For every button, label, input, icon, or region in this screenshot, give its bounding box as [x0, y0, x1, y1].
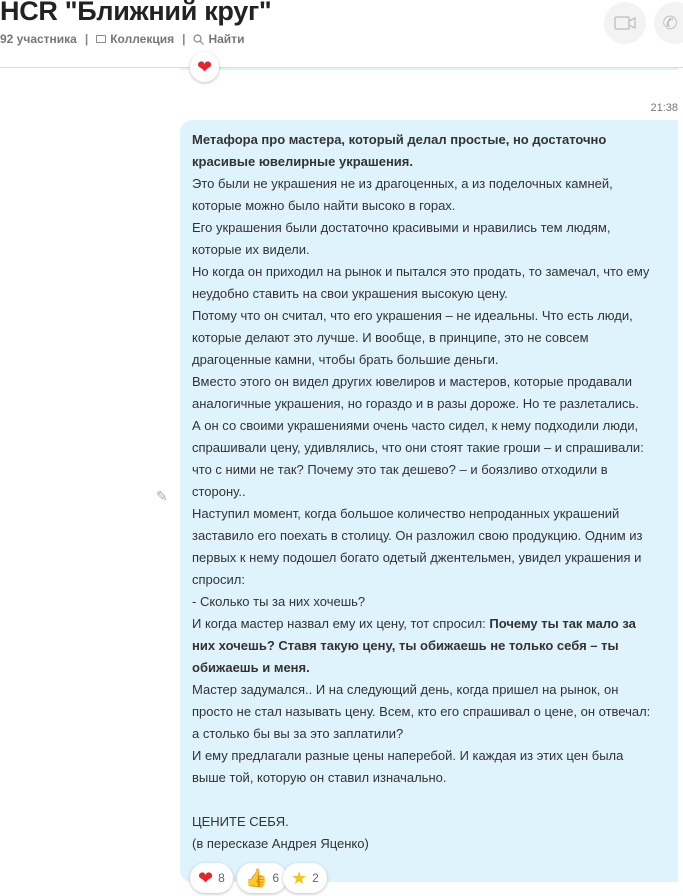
star-icon: ★ — [291, 867, 308, 888]
heart-icon: ❤ — [198, 867, 214, 888]
audio-call-button[interactable] — [654, 2, 683, 44]
message-line — [192, 481, 666, 503]
text: которые можно было найти высоко в горах. — [192, 198, 456, 213]
text: - Сколько ты за них хочешь? — [192, 594, 366, 609]
message-line — [192, 789, 666, 811]
message-line — [192, 393, 666, 415]
text: что с ними не так? Почему это так дешево? – и боязливо отходили в — [192, 462, 608, 477]
text: И когда мастер назвал ему их цену, тот спросил: — [192, 616, 490, 631]
bold-text: Почему ты так мало за — [489, 616, 636, 631]
text: Мастер задумался.. И на следующий день, когда пришел на рынок, он — [192, 682, 619, 697]
reaction-thumbs-up[interactable] — [237, 863, 287, 893]
message-line — [192, 327, 666, 349]
collection-link[interactable] — [96, 32, 174, 46]
message-line — [192, 811, 666, 833]
message-line — [192, 459, 666, 481]
message-line — [192, 679, 666, 701]
bold-text: обижаешь и меня. — [192, 660, 310, 675]
text: драгоценные камни, чтобы брать большие деньги. — [192, 352, 499, 367]
text: Вместо этого он видел других ювелиров и мастеров, которые продавали — [192, 374, 632, 389]
message-line — [192, 261, 666, 283]
reaction-count: 6 — [272, 871, 280, 885]
video-camera-icon — [614, 16, 636, 30]
video-call-button[interactable] — [604, 2, 646, 44]
message-line — [192, 613, 666, 635]
message-line — [192, 833, 666, 855]
chat-header — [0, 0, 683, 68]
gallery-icon — [96, 35, 106, 43]
text: (в пересказе Андрея Яценко) — [192, 836, 369, 851]
message-line — [192, 657, 666, 679]
reaction-count: 8 — [218, 871, 225, 885]
message-line — [192, 371, 666, 393]
previous-reaction-heart[interactable] — [190, 52, 219, 82]
search-link[interactable] — [193, 32, 244, 46]
separator: | — [84, 32, 89, 46]
chat-title: HCR "Ближний круг" — [0, 0, 272, 26]
message-line — [192, 569, 666, 591]
message-line — [192, 635, 666, 657]
text: Наступил момент, когда большое количество непроданных украшений — [192, 506, 620, 521]
text: Потому что он считал, что его украшения – не идеальны. Что есть люди, — [192, 308, 633, 323]
text: спрашивали цену, удивлялись, что они стоят такие гроши – и спрашивали: — [192, 440, 644, 455]
text: Но когда он приходил на рынок и пытался это продать, то замечал, что ему — [192, 264, 650, 279]
collection-label: Коллекция — [110, 32, 175, 46]
message-line — [192, 547, 666, 569]
text: аналогичные украшения, но гораздо и в разы дороже. Но те разлетались. — [192, 396, 639, 411]
message-line — [192, 503, 666, 525]
bold-text: них хочешь? Ставя такую цену, ты обижаешь не только себя – ты — [192, 638, 619, 653]
message-line — [192, 195, 666, 217]
text: Это были не украшения не из драгоценных, а из поделочных камней, — [192, 176, 613, 191]
phone-icon: ✆ — [662, 12, 678, 33]
thumbs-up-icon: 👍 — [245, 867, 268, 888]
message-line — [192, 701, 666, 723]
text: первых к нему подошел богато одетый джентельмен, увидел украшения и — [192, 550, 642, 565]
message-line — [192, 217, 666, 239]
heart-icon: ❤ — [197, 56, 213, 77]
message-timestamp: 21:38 — [650, 102, 678, 114]
text: заставило его поехать в столицу. Он разложил свою продукцию. Одним из — [192, 528, 643, 543]
message-line — [192, 745, 666, 767]
search-label: Найти — [208, 32, 245, 46]
message-line — [192, 525, 666, 547]
message-line — [192, 151, 666, 173]
message-line — [192, 239, 666, 261]
text: спросил: — [192, 572, 245, 587]
reaction-count: 2 — [312, 871, 319, 885]
chat-subheader — [0, 32, 244, 46]
participants-link[interactable]: 92 участника — [0, 32, 77, 46]
separator: | — [182, 32, 186, 46]
text: просто не стал называть цену. Всем, кто его спрашивал о цене, он отвечал: — [192, 704, 651, 719]
text: сторону.. — [192, 484, 246, 499]
message-line — [192, 283, 666, 305]
text: выше той, которую он ставил изначально. — [192, 770, 447, 785]
message-line — [192, 173, 666, 195]
text: которые делают это лучше. И вообще, в принципе, это не совсем — [192, 330, 589, 345]
message-line — [192, 129, 666, 151]
message-line — [192, 305, 666, 327]
message-line — [192, 591, 666, 613]
message-text — [192, 129, 666, 855]
text: а столько бы вы за это заплатили? — [192, 726, 404, 741]
message-line — [192, 723, 666, 745]
text: ЦЕНИТЕ СЕБЯ. — [192, 814, 289, 829]
text: которые их видели. — [192, 242, 310, 257]
text: Его украшения были достаточно красивыми и нравились тем людям, — [192, 220, 611, 235]
bold-text: Метафора про мастера, который делал простые, но достаточно — [192, 132, 607, 147]
search-icon — [193, 34, 204, 45]
message-line — [192, 349, 666, 371]
text: И ему предлагали разные цены наперебой. И каждая из этих цен была — [192, 748, 624, 763]
text: А он со своими украшениями очень часто сидел, к нему подходили люди, — [192, 418, 639, 433]
reaction-star[interactable] — [283, 863, 327, 893]
reaction-heart[interactable] — [190, 863, 233, 893]
edit-pencil-icon[interactable]: ✎ — [156, 488, 168, 504]
message-bubble — [180, 120, 678, 882]
text: неудобно ставить на свои украшения высокую цену. — [192, 286, 508, 301]
message-line — [192, 415, 666, 437]
message-line — [192, 437, 666, 459]
message-line — [192, 767, 666, 789]
bold-text: красивые ювелирные украшения. — [192, 154, 413, 169]
